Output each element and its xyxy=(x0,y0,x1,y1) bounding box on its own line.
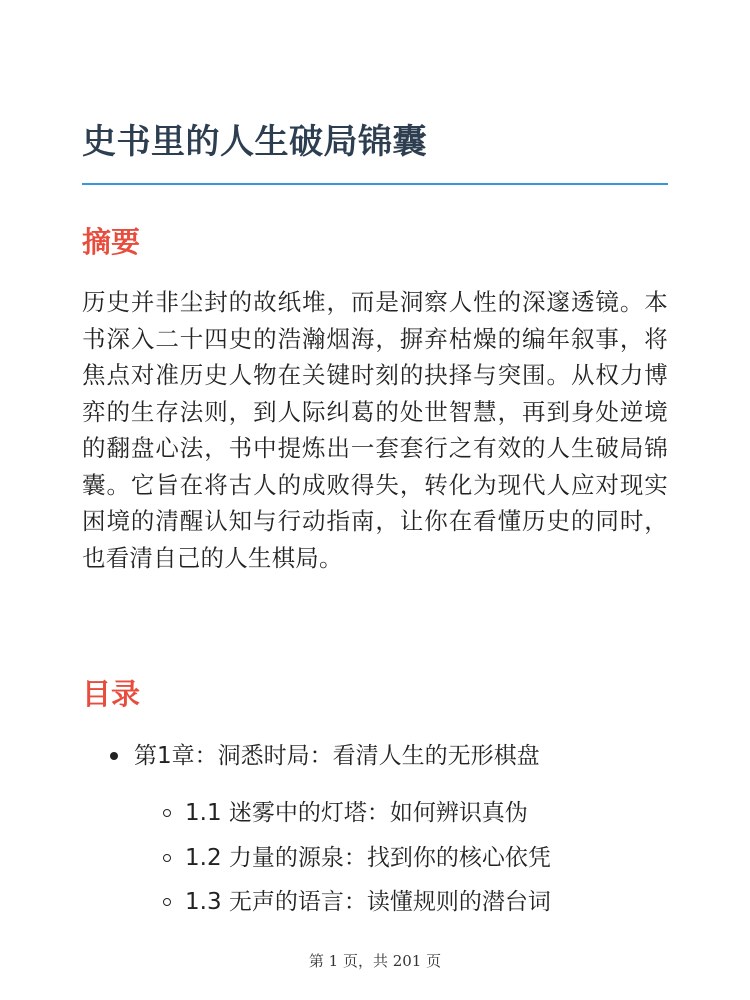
toc-section-label: 1.2 力量的源泉：找到你的核心依凭 xyxy=(185,845,551,871)
abstract-heading: 摘要 xyxy=(82,225,141,259)
bullet-circle-icon xyxy=(163,898,171,906)
page-footer: 第 1 页，共 201 页 xyxy=(308,952,442,970)
bullet-circle-icon xyxy=(163,854,171,862)
toc-section-1-2 xyxy=(163,840,551,876)
toc-heading: 目录 xyxy=(82,677,141,711)
toc-section-1-1 xyxy=(163,795,528,831)
toc-chapter-label: 第1章：洞悉时局：看清人生的无形棋盘 xyxy=(134,743,540,769)
title-divider xyxy=(82,183,668,185)
toc-chapter-1 xyxy=(110,738,540,774)
bullet-circle-icon xyxy=(163,809,171,817)
toc-section-label: 1.1 迷雾中的灯塔：如何辨识真伪 xyxy=(185,800,528,826)
book-title: 史书里的人生破局锦囊 xyxy=(82,122,427,162)
bullet-disc-icon xyxy=(110,752,118,760)
toc-section-label: 1.3 无声的语言：读懂规则的潜台词 xyxy=(185,889,551,915)
abstract-paragraph: 历史并非尘封的故纸堆，而是洞察人性的深邃透镜。本书深入二十四史的浩瀚烟海，摒弃枯燥的编年叙事，将焦点对准历史人物在关键时刻的抉择与突围。从权力博弈的生存法则，到人际纠葛的处世智慧，再到身处逆境的翻盘心法，书中提炼出一套套行之有效的人生破局锦囊。它旨在将古人的成败得失，转化为现代人应对现实困境的清醒认知与行动指南，让你在看懂历史的同时，也看清自己的人生棋局。 xyxy=(82,288,668,572)
toc-section-1-3 xyxy=(163,884,551,920)
